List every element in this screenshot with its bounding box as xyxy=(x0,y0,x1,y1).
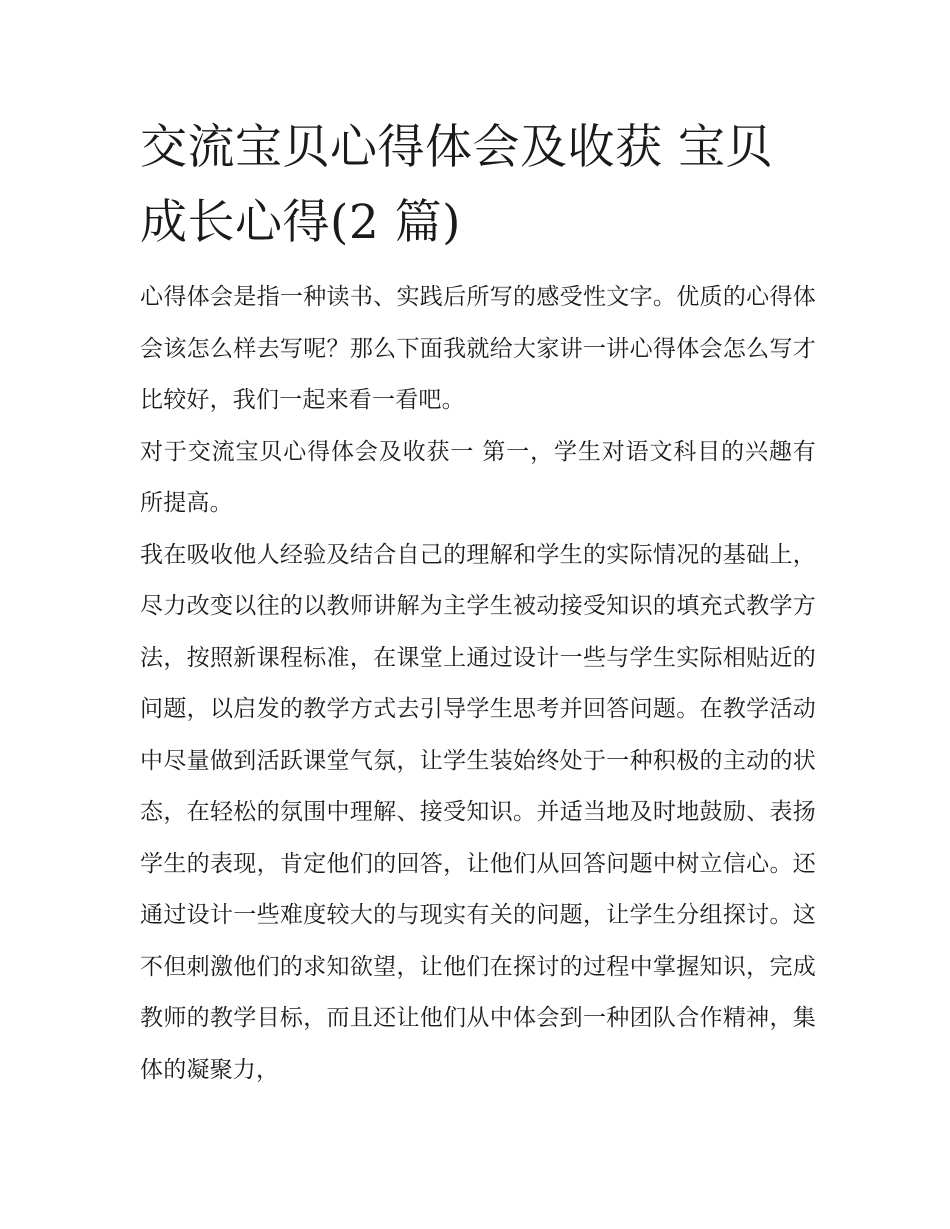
document-body xyxy=(140,272,816,1096)
section-heading-paragraph: 对于交流宝贝心得体会及收获一 第一，学生对语文科目的兴趣有所提高。 xyxy=(140,438,816,516)
intro-paragraph: 心得体会是指一种读书、实践后所写的感受性文字。优质的心得体会该怎么样去写呢？那么下面我就给大家讲一讲心得体会怎么写才比较好，我们一起来看一看吧。 xyxy=(140,284,816,413)
body-paragraph: 我在吸收他人经验及结合自己的理解和学生的实际情况的基础上，尽力改变以往的以教师讲解为主学生被动接受知识的填充式教学方法，按照新课程标准，在课堂上通过设计一些与学生实际相贴近的问题，以启发的教学方式去引导学生思考并回答问题。在教学活动中尽量做到活跃课堂气氛，让学生装始终处于一种积极的主动的状态，在轻松的氛围中理解、接受知识。并适当地及时地鼓励、表扬学生的表现，肯定他们的回答，让他们从回答问题中树立信心。还通过设计一些难度较大的与现实有关的问题，让学生分组探讨。这不但刺激他们的求知欲望，让他们在探讨的过程中掌握知识，完成教师的教学目标，而且还让他们从中体会到一种团队合作精神，集体的凝聚力， xyxy=(140,541,816,1083)
document-title: 交流宝贝心得体会及收获 宝贝成长心得(2 篇) xyxy=(140,120,773,250)
document-page xyxy=(140,110,816,1096)
